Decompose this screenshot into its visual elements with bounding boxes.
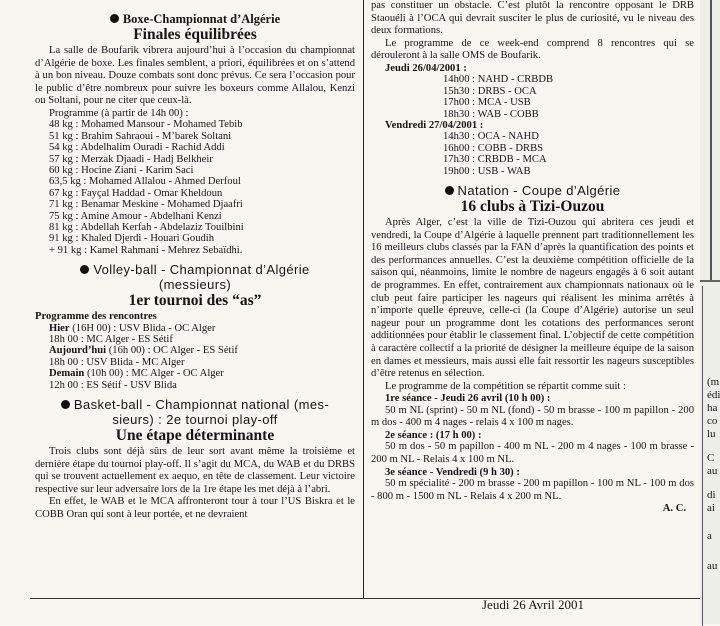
adjacent-text-fragment: ai bbox=[707, 502, 715, 514]
list-item: 15h30 : DRBS - OCA bbox=[443, 85, 537, 97]
adjacent-text-fragment: co bbox=[707, 415, 718, 427]
list-item: 81 kg : Abdellah Kerfah - Abdelaziz Touilbini bbox=[49, 222, 244, 234]
list-item: 19h00 : USB - WAB bbox=[443, 165, 531, 177]
list-item: 71 kg : Benamar Meskine - Mohamed Djaafri bbox=[49, 199, 243, 211]
basket-paragraph-2: En effet, le WAB et le MCA affronteront tour à tour l’US Biskra et le COBB Oran qui sont à leur portée, et ne devraient bbox=[35, 496, 355, 521]
list-item: + 91 kg : Kamel Rahmani - Mehrez Sebaïdhi. bbox=[49, 244, 243, 256]
list-item: 14h00 : NAHD - CRBDB bbox=[443, 74, 554, 86]
swim-article bbox=[371, 183, 694, 515]
swim-kicker-text: Natation - Coupe d’Algérie bbox=[457, 183, 621, 199]
swim-session1-title: 1re séance - Jeudi 26 avril (10 h 00) : bbox=[385, 393, 551, 405]
basket-paragraph-4: Le programme de ce week-end comprend 8 rencontres qui se dérouleront à la salle OMS de Boufarik. bbox=[371, 37, 694, 62]
adjacent-text-fragment: a bbox=[707, 530, 712, 542]
list-item bbox=[35, 323, 355, 334]
adjacent-text-fragment: lu bbox=[707, 428, 716, 440]
list-item: 54 kg : Abdelhalim Ouradi - Rachid Addi bbox=[49, 142, 225, 154]
swim-paragraph-2: Le programme de la compétition se répartit comme suit : bbox=[385, 380, 626, 392]
list-item: 18h30 : WAB - COBB bbox=[443, 108, 539, 120]
list-item bbox=[35, 334, 355, 345]
schedule-day: Demain bbox=[49, 368, 85, 380]
adjacent-text-fragment: ha bbox=[707, 402, 718, 414]
volley-program-label: Programme des rencontres bbox=[35, 311, 157, 323]
basket-continuation bbox=[371, 0, 694, 177]
basket-kicker bbox=[35, 397, 355, 412]
list-item bbox=[35, 357, 355, 368]
list-item: 91 kg : Khaled Djerdi - Houari Goudih bbox=[49, 233, 215, 245]
list-item: 60 kg : Hocine Ziani - Karim Saci bbox=[49, 165, 194, 176]
list-item: 51 kg : Brahim Sahraoui - M’barek Soltani bbox=[49, 130, 232, 142]
boxing-kicker-text: Boxe-Championnat d’Algérie bbox=[122, 12, 281, 26]
volley-headline: 1er tournoi des “as” bbox=[128, 292, 262, 310]
volley-kicker-line2: (messieurs) bbox=[158, 277, 232, 293]
schedule-text: (10h 00) : MC Alger - OC Alger bbox=[84, 368, 224, 380]
list-item bbox=[35, 345, 355, 356]
article-signature: A. C. bbox=[662, 503, 686, 515]
schedule-text: 18h 00 : USV Blida - MC Alger bbox=[49, 356, 185, 368]
schedule-text: (16H 00) : USV Blida - OC Alger bbox=[69, 322, 216, 334]
swim-headline: 16 clubs à Tizi-Ouzou bbox=[460, 198, 605, 216]
boxing-bouts-list bbox=[35, 119, 355, 256]
basket-paragraph-1: Trois clubs sont déjà sûrs de leur sort avant même la troisième et dernière étape du tournoi play-off. Il s’agit du MCA, du WAB et du DRBS qui se trouvent actuellement ex aequo, en tête de classement. Leur victoire respective sur leur adversaire lors de la 1re étape les met déjà à l’abri. bbox=[35, 446, 355, 495]
adjacent-text-fragment: (m bbox=[707, 376, 720, 388]
footer-rule bbox=[30, 598, 700, 599]
adjacent-page-rule bbox=[700, 280, 720, 282]
schedule-text: (16h 00) : OC Alger - ES Sétif bbox=[106, 345, 238, 357]
bullet-icon bbox=[445, 186, 454, 195]
volley-kicker bbox=[35, 262, 355, 277]
volley-kicker-line1: Volley-ball - Championnat d’Algérie bbox=[93, 262, 310, 278]
left-column bbox=[35, 0, 355, 522]
list-item bbox=[35, 368, 355, 379]
swim-session2-title: 2e séance : (17 h 00) : bbox=[385, 429, 482, 441]
swim-session1-text: 50 m NL (sprint) - 50 m NL (fond) - 50 m brasse - 100 m papillon - 200 m dos - 400 m 4 nages - relais 4 x 100 m nages. bbox=[371, 404, 694, 429]
boxing-program-label: Programme (à partir de 14h 00) : bbox=[49, 107, 189, 119]
page-date: Jeudi 26 Avril 2001 bbox=[482, 597, 584, 612]
bullet-icon bbox=[80, 265, 89, 274]
list-item bbox=[35, 380, 355, 391]
list-item: 57 kg : Merzak Djaadi - Hadj Belkheir bbox=[49, 153, 213, 165]
bullet-icon bbox=[110, 14, 119, 23]
adjacent-page-border bbox=[710, 0, 712, 280]
basket-article bbox=[35, 397, 355, 522]
adjacent-page-border bbox=[702, 286, 703, 626]
basket-headline: Une étape déterminante bbox=[115, 427, 275, 445]
swim-session3-title: 3e séance - Vendredi (9 h 30) : bbox=[385, 466, 520, 478]
schedule-day: Hier bbox=[49, 322, 70, 334]
boxing-kicker bbox=[35, 12, 355, 26]
adjacent-text-fragment: C bbox=[707, 452, 715, 464]
schedule-day: Aujourd’hui bbox=[49, 345, 107, 357]
right-column bbox=[371, 0, 694, 515]
basket-day1: Jeudi 26/04/2001 : bbox=[385, 62, 467, 74]
boxing-article bbox=[35, 12, 355, 256]
adjacent-text-fragment: édi bbox=[707, 389, 720, 401]
list-item: 63,5 kg : Mohamed Allalou - Ahmed Derfoul bbox=[49, 176, 241, 188]
schedule-text: 12h 00 : ES Sétif - USV Blida bbox=[49, 379, 177, 391]
list-item: 14h30 : OCA - NAHD bbox=[443, 131, 539, 143]
boxing-paragraph: La salle de Boufarik vibrera aujourd’hui à l’occasion du championnat d’Algérie de boxe. Les finales semblent, a priori, équilibrées et on s’attend à un bon niveau. Douze combats sont donc prévus. Ce sera l’occasion pour le public d’être nombreux pour suivre les boxeurs comme Allalou, Kenzi ou Soltani, pour ne citer que ceux-là. bbox=[35, 45, 355, 107]
swim-session2-text: 50 m dos - 50 m papillon - 400 m NL - 200 m 4 nages - 100 m brasse - 200 m NL - Relais 4 x 100 m NL. bbox=[371, 441, 694, 465]
adjacent-text-fragment: au bbox=[707, 560, 718, 572]
swim-kicker bbox=[371, 183, 694, 198]
list-item: 17h00 : MCA - USB bbox=[443, 97, 531, 109]
boxing-headline: Finales équilibrées bbox=[133, 26, 257, 43]
volley-schedule bbox=[35, 323, 355, 391]
list-item: 48 kg : Mohamed Mansour - Mohamed Tebib bbox=[49, 119, 243, 131]
list-item: 17h30 : CRBDB - MCA bbox=[443, 154, 547, 166]
basket-day2: Vendredi 27/04/2001 : bbox=[385, 120, 484, 131]
list-item: 75 kg : Amine Amour - Abdelhani Kenzi bbox=[49, 210, 222, 222]
volley-article bbox=[35, 262, 355, 391]
schedule-text: 18h 00 : MC Alger - ES Sétif bbox=[49, 334, 173, 346]
swim-session3-text: 50 m spécialité - 200 m brasse - 200 m papillon - 100 m NL - 100 m dos - 800 m - 1500 m NL - Relais 4 x 200 m NL. bbox=[371, 477, 694, 502]
adjacent-text-fragment: au bbox=[707, 465, 718, 477]
basket-kicker-line1: Basket-ball - Championnat national (mes- bbox=[73, 397, 330, 413]
swim-paragraph-1: Après Alger, c’est la ville de Tizi-Ouzou qui abritera ces jeudi et vendredi, la Coupe d’Algérie à laquelle prennent part traditionnellement les 16 meilleurs clubs classés par la FAN d’après la quantification des points et des performances annuelles. C’est la deuxième compétition officielle de la saison qui, néanmoins, limite le nombre de nageurs engagés à 6 soit autant de programmes. En effet, contrairement aux championnats nationaux où le club peut faire participer les nageurs qui réalisent les minima arrêtés à n’importe quelle épreuve, celle-ci (la Coupe d’Algérie) autorise un seul nageur pour un programme dont les cotations des performances seront additionnées pour établir le classement final. L’objectif de cette compétition à caractère collectif a la priorité de désigner la meilleure équipe de la saison en dames et messieurs, mais aussi elle fait ressortir les nageurs susceptibles d’être retenus en sélection. bbox=[371, 217, 694, 380]
bullet-icon bbox=[61, 400, 70, 409]
column-rule bbox=[363, 0, 364, 598]
list-item: 16h00 : COBB - DRBS bbox=[443, 142, 544, 154]
list-item: 67 kg : Fayçal Haddad - Omar Kheldoun bbox=[49, 187, 223, 199]
adjacent-text-fragment: di bbox=[707, 489, 716, 501]
basket-kicker-line2: sieurs) : 2e tournoi play-off bbox=[112, 412, 278, 428]
basket-paragraph-3: pas constituer un obstacle. C’est plutôt la rencontre opposant le DRB Staouéli à l’OCA qui devrait susciter le plus de curiosité, vu le niveau des deux formations. bbox=[371, 0, 694, 37]
